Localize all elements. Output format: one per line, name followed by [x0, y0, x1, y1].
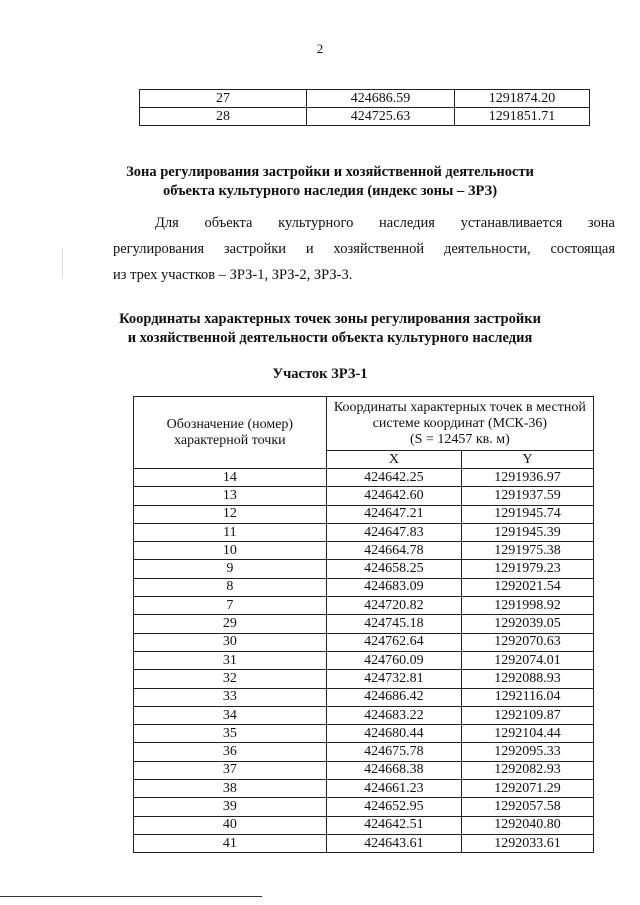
- table-row: [134, 816, 594, 834]
- y-coordinate-cell: 1291937.59: [462, 487, 594, 505]
- y-coordinate-cell: 1292070.63: [462, 633, 594, 651]
- header-coordinates-text: Координаты характерных точек в местной системе координат (МСК-36): [333, 399, 586, 431]
- table-row: [134, 560, 594, 578]
- section-heading: Участок ЗРЗ-1: [272, 366, 368, 382]
- point-number-cell: 32: [134, 670, 327, 688]
- table-row: [134, 505, 594, 523]
- paragraph-line2: [113, 240, 615, 259]
- x-coordinate-cell: 424762.64: [326, 633, 461, 651]
- y-coordinate-cell: 1291998.92: [462, 597, 594, 615]
- paragraph-line1: [155, 214, 615, 233]
- y-coordinate-cell: 1292104.44: [462, 725, 594, 743]
- x-coordinate-cell: 424675.78: [326, 743, 461, 761]
- table-row: [134, 633, 594, 651]
- x-coordinate-cell: 424642.25: [326, 469, 461, 487]
- table-row: [134, 706, 594, 724]
- x-coordinate-cell: 424668.38: [326, 761, 461, 779]
- y-coordinate-cell: 1292095.33: [462, 743, 594, 761]
- x-coordinate-cell: 424643.61: [326, 834, 461, 852]
- x-coordinate-cell: 424725.63: [307, 108, 455, 126]
- page-number: 2: [316, 41, 324, 56]
- paragraph-word: застройки: [223, 241, 287, 257]
- x-coordinate-cell: 424642.51: [326, 816, 461, 834]
- x-coordinate-cell: 424720.82: [326, 597, 461, 615]
- y-coordinate-cell: 1291945.74: [462, 505, 594, 523]
- header-area: (S = 12457 кв. м): [409, 431, 510, 447]
- paragraph-word: зона: [587, 215, 615, 231]
- point-number-cell: 36: [134, 743, 327, 761]
- paragraph-word: регулирования: [113, 241, 205, 257]
- margin-mark: [62, 248, 63, 278]
- point-number-cell: 29: [134, 615, 327, 633]
- x-coordinate-cell: 424680.44: [326, 725, 461, 743]
- y-coordinate-cell: 1291936.97: [462, 469, 594, 487]
- paragraph-word: культурного: [278, 215, 354, 231]
- table-row: [134, 761, 594, 779]
- x-coordinate-cell: 424664.78: [326, 542, 461, 560]
- point-number-cell: 33: [134, 688, 327, 706]
- header-coordinates: [326, 397, 593, 451]
- point-number-cell: 9: [134, 560, 327, 578]
- y-coordinate-cell: 1291945.39: [462, 523, 594, 541]
- continued-coordinates-table: [139, 89, 590, 126]
- point-number-cell: 38: [134, 780, 327, 798]
- paragraph-word: устанавливается: [460, 215, 563, 231]
- x-coordinate-cell: 424732.81: [326, 670, 461, 688]
- y-coordinate-cell: 1291979.23: [462, 560, 594, 578]
- coordinates-heading-line1: Координаты характерных точек зоны регулирования застройки: [119, 311, 541, 327]
- x-coordinate-cell: 424760.09: [326, 651, 461, 669]
- table-row: [134, 487, 594, 505]
- y-coordinate-cell: 1292082.93: [462, 761, 594, 779]
- point-number-cell: 31: [134, 651, 327, 669]
- x-coordinate-cell: 424683.22: [326, 706, 461, 724]
- continued-coordinates-body: [140, 90, 590, 126]
- point-number-cell: 28: [140, 108, 307, 126]
- table-row: [134, 542, 594, 560]
- zone-heading-line1: Зона регулирования застройки и хозяйственной деятельности: [126, 164, 534, 180]
- point-number-cell: 12: [134, 505, 327, 523]
- y-coordinate-cell: 1291975.38: [462, 542, 594, 560]
- point-number-cell: 37: [134, 761, 327, 779]
- table-row: [134, 725, 594, 743]
- y-coordinate-cell: 1291851.71: [454, 108, 589, 126]
- point-number-cell: 7: [134, 597, 327, 615]
- y-coordinate-cell: 1292040.80: [462, 816, 594, 834]
- point-number-cell: 10: [134, 542, 327, 560]
- y-coordinate-cell: 1292116.04: [462, 688, 594, 706]
- y-coordinate-cell: 1291874.20: [454, 90, 589, 108]
- paragraph-word: и: [305, 241, 314, 257]
- table-row: [134, 798, 594, 816]
- table-row: [134, 834, 594, 852]
- x-coordinate-cell: 424661.23: [326, 780, 461, 798]
- x-coordinate-cell: 424647.83: [326, 523, 461, 541]
- zone-heading: [50, 163, 610, 201]
- table-row: [134, 743, 594, 761]
- point-number-cell: 35: [134, 725, 327, 743]
- y-coordinate-cell: 1292109.87: [462, 706, 594, 724]
- header-x: X: [326, 451, 461, 469]
- paragraph-word: хозяйственной: [333, 241, 425, 257]
- x-coordinate-cell: 424686.59: [307, 90, 455, 108]
- point-number-cell: 8: [134, 578, 327, 596]
- point-number-cell: 13: [134, 487, 327, 505]
- x-coordinate-cell: 424647.21: [326, 505, 461, 523]
- paragraph-word: деятельности,: [443, 241, 531, 257]
- x-coordinate-cell: 424658.25: [326, 560, 461, 578]
- paragraph-word: наследия: [379, 215, 435, 231]
- point-number-cell: 40: [134, 816, 327, 834]
- header-point-number: Обозначение (номер) характерной точки: [134, 397, 327, 469]
- point-number-cell: 30: [134, 633, 327, 651]
- paragraph-word: объекта: [204, 215, 253, 231]
- y-coordinate-cell: 1292071.29: [462, 780, 594, 798]
- paragraph-word: Для: [155, 215, 179, 231]
- y-coordinate-cell: 1292074.01: [462, 651, 594, 669]
- point-number-cell: 27: [140, 90, 307, 108]
- y-coordinate-cell: 1292039.05: [462, 615, 594, 633]
- paragraph-line3: из трех участков – ЗРЗ-1, ЗРЗ-2, ЗРЗ-3.: [113, 267, 353, 283]
- point-number-cell: 41: [134, 834, 327, 852]
- y-coordinate-cell: 1292088.93: [462, 670, 594, 688]
- coordinates-heading-line2: и хозяйственной деятельности объекта культурного наследия: [127, 330, 533, 346]
- table-row: [140, 90, 590, 108]
- table-row: [134, 469, 594, 487]
- y-coordinate-cell: 1292057.58: [462, 798, 594, 816]
- x-coordinate-cell: 424652.95: [326, 798, 461, 816]
- table-row: [134, 523, 594, 541]
- footnote-rule: [0, 896, 262, 897]
- table-row: [134, 688, 594, 706]
- x-coordinate-cell: 424745.18: [326, 615, 461, 633]
- table-row: [134, 670, 594, 688]
- point-number-cell: 11: [134, 523, 327, 541]
- table-row: [134, 780, 594, 798]
- point-number-cell: 14: [134, 469, 327, 487]
- coordinates-body: [134, 469, 594, 853]
- zone-heading-line2: объекта культурного наследия (индекс зоны – ЗРЗ): [162, 183, 498, 199]
- paragraph-word: состоящая: [550, 241, 615, 257]
- table-row: [134, 615, 594, 633]
- table-row: [140, 108, 590, 126]
- x-coordinate-cell: 424686.42: [326, 688, 461, 706]
- coordinates-heading: [60, 310, 600, 348]
- x-coordinate-cell: 424683.09: [326, 578, 461, 596]
- header-y: Y: [462, 451, 594, 469]
- table-row: [134, 651, 594, 669]
- coordinates-table: [133, 396, 594, 853]
- point-number-cell: 34: [134, 706, 327, 724]
- table-row: [134, 597, 594, 615]
- y-coordinate-cell: 1292021.54: [462, 578, 594, 596]
- point-number-cell: 39: [134, 798, 327, 816]
- table-row: [134, 578, 594, 596]
- x-coordinate-cell: 424642.60: [326, 487, 461, 505]
- y-coordinate-cell: 1292033.61: [462, 834, 594, 852]
